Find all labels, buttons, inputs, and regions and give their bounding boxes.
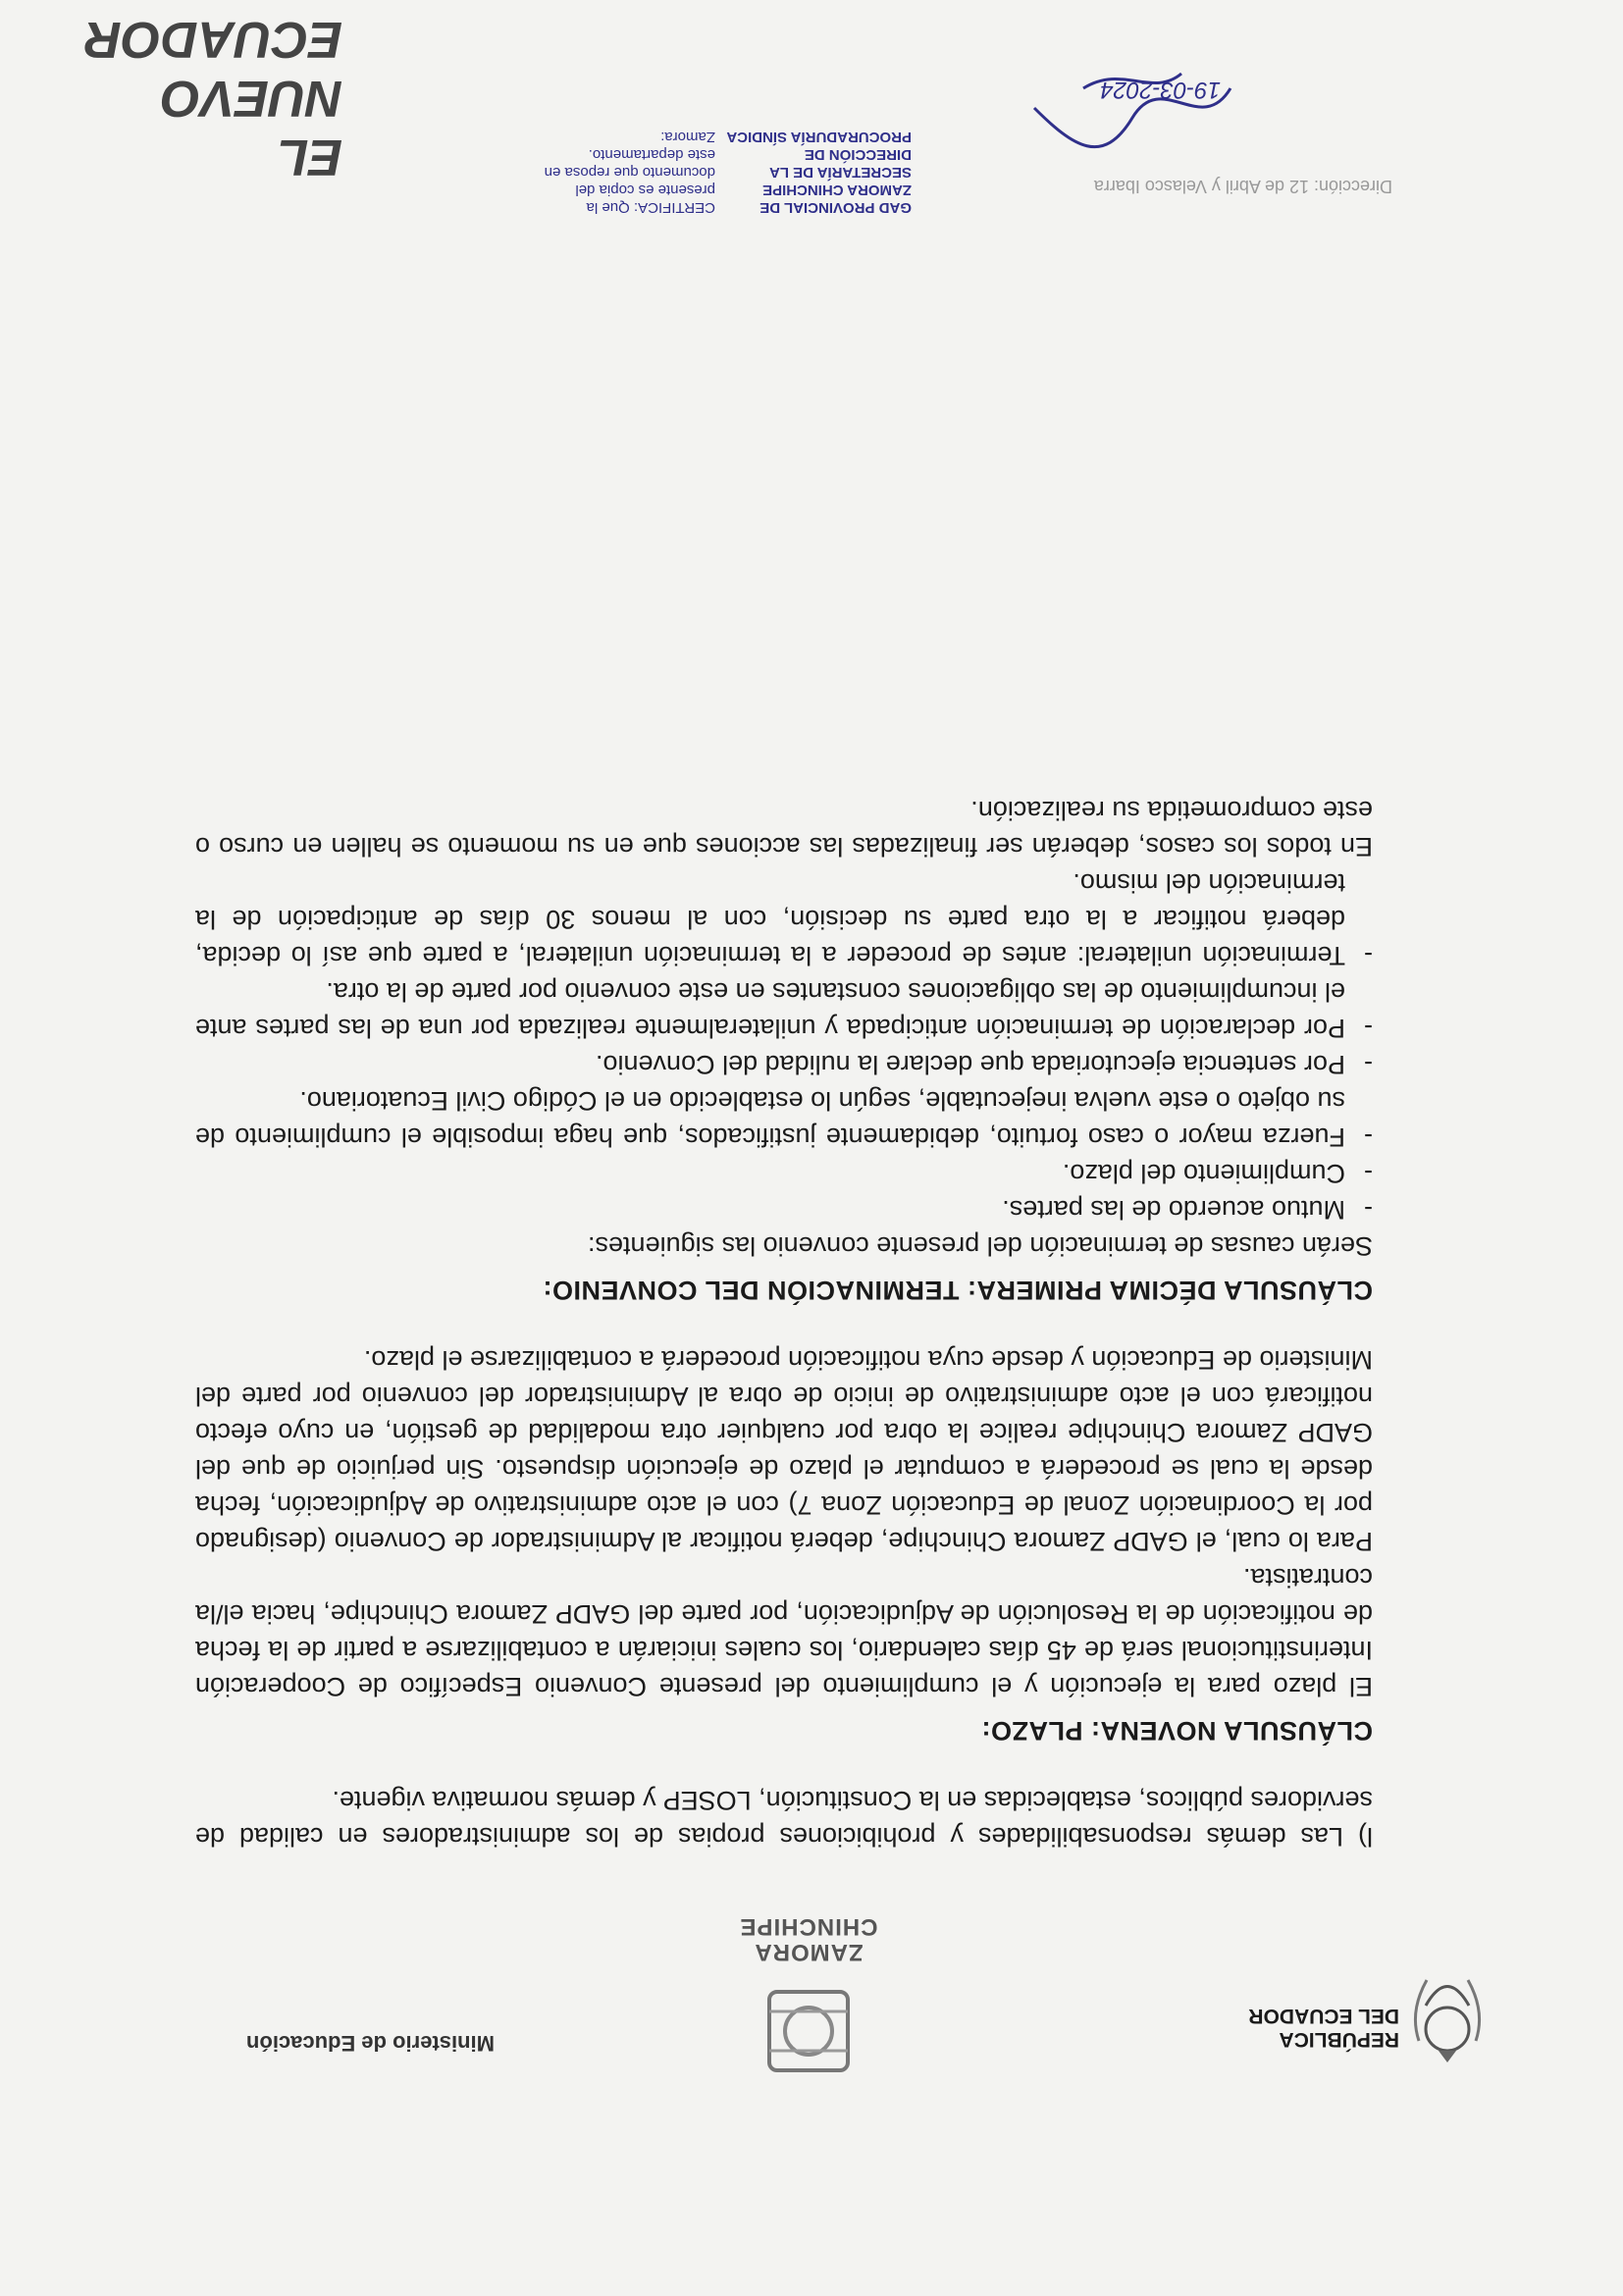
coat-of-arms-icon [1409, 1953, 1486, 2070]
termination-intro: Serán causas de terminación del presente convenio las siguientes: [588, 1231, 1373, 1261]
termination-cause: Cumplimiento del plazo. [1062, 1159, 1345, 1188]
footer-address: Dirección: 12 de Abril y Velasco Ibarra [1093, 177, 1392, 196]
signature-date: 19-03-2024 [1100, 77, 1221, 103]
stamp-header: GAD PROVINCIAL DE ZAMORA CHINCHIPE [759, 182, 912, 216]
termination-cause: Mutuo acuerdo de las partes. [1002, 1195, 1345, 1225]
termination-closing: En todos los casos, deberán ser finalizadas las acciones que en su momento se hallen en curso o este comprometida su realización. [195, 796, 1373, 861]
header-country [1240, 1874, 1486, 2070]
termination-cause: Por declaración de terminación anticipada y unilateralmente realizada por una de las partes ante el incumplimiento de las obligaciones constantes en este convenio por parte de la otra. [195, 977, 1345, 1043]
clause-novena-paragraph: El plazo para la ejecución y el cumplimiento del presente Convenio Específico de Cooperación Interinstitucional será de 45 días calendario, los cuales iniciarán a contabilizarse a partir de la fecha de notificación de la Resolución de Adjudicación, por parte del GADP Zamora Chinchipe, hacia el/la contratista. [195, 1563, 1373, 1701]
bullet-dash: - [1364, 1195, 1373, 1225]
stamp-cert-text: CERTIFICA: Que la presente es copia del documento que reposa en este departamento. [544, 146, 715, 216]
local-gov-line-1: ZAMORA [754, 1939, 864, 1965]
provincial-crest-icon [750, 1972, 867, 2090]
bullet-dash: - [1364, 1122, 1373, 1152]
nuevo-ecuador-logo: EL NUEVO ECUADOR [84, 11, 342, 185]
clause-l: l) Las demás responsabilidades y prohibiciones propias de los administradores en calidad de servidores públicos, establecidas en la Constitución, LOSEP y demás normativa vigente. [195, 1786, 1373, 1852]
local-gov-line-2: CHINCHIPE [739, 1912, 878, 1940]
bullet-dash: - [1364, 941, 1373, 970]
termination-cause: Por sentencia ejecutoriada que declare la nulidad del Convenio. [595, 1050, 1345, 1079]
bullet-dash: - [1364, 1159, 1373, 1188]
handwritten-signature [1015, 49, 1240, 157]
country-line-2: DEL ECUADOR [1248, 2004, 1399, 2027]
bullet-dash: - [1364, 1014, 1373, 1043]
page-footer [84, 11, 1402, 216]
stamp-office: SECRETARÍA DE LA DIRECCIÓN DE PROCURADURÍA SÍNDICA [726, 129, 912, 181]
termination-cause: Terminación unilateral: antes de proceder a la terminación unilateral, a parte que así lo decida, deberá notificar a la otra parte su decisión, con al menos 30 días de anticipación de la terminación del mismo. [195, 868, 1345, 970]
clause-novena-title: CLÁUSULA NOVENA: PLAZO: [981, 1716, 1373, 1746]
clause-novena-paragraph: Para lo cual, el GADP Zamora Chinchipe, deberá notificar al Administrador de Convenio (designado por la Coordinación Zonal de Educación Zona 7) con el acto administrativo de Adjudicación, fecha desde la cual se procederá a computar el plazo de ejecución dispuesto. Sin perjuicio de que del GADP Zamora Chinchipe realice la obra por cualquier otra modalidad de gestión, en cuyo efecto notificará con el acto administrativo de inicio de obra al Administrador del convenio por parte del Ministerio de Educación y desde cuya notificación procederá a contabilizarse el plazo. [195, 1345, 1373, 1556]
ministry-name: Ministerio de Educación [245, 2031, 495, 2056]
header-local-gov [681, 1864, 936, 2090]
certification-stamp [539, 59, 912, 216]
bullet-dash: - [1364, 1050, 1373, 1079]
document-body [195, 792, 1373, 1854]
stamp-place: Zamora: [660, 129, 715, 145]
country-line-1: REPÚBLICA [1279, 2028, 1399, 2051]
termination-cause: Fuerza mayor o caso fortuito, debidamente justificados, que haga imposible el cumplimiento de su objeto o este vuelva inejecutable, según lo establecido en el Código Civil Ecuatoriano. [195, 1086, 1345, 1152]
clause-decima-primera-title: CLÁUSULA DÉCIMA PRIMERA: TERMINACIÓN DEL CONVENIO: [543, 1276, 1373, 1305]
